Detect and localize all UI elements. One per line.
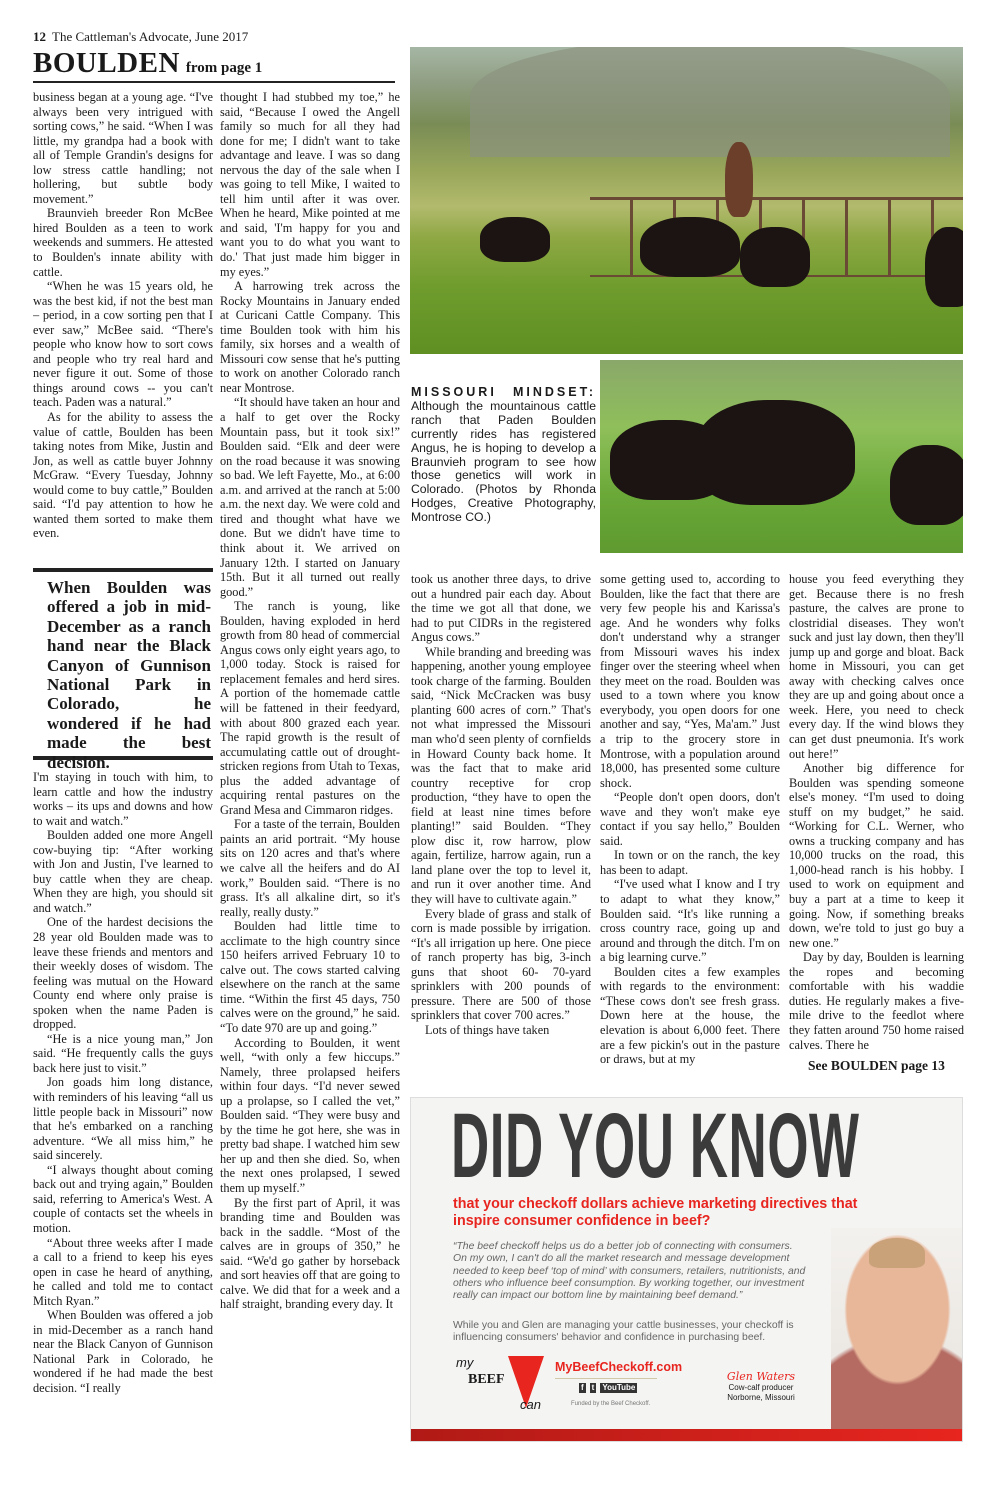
paragraph: “People don't open doors, don't wave and they won't make eye contact if you say hello,” Boulden said. [600,790,780,848]
paragraph: “I've used what I know and I try to adapt to what they know,” Boulden said. “It's like running a cross country race, going up and around and through the ditch. I'm on a big learning curve.” [600,877,780,965]
paragraph: A harrowing trek across the Rocky Mountains in January ended at Curicani Cattle Company. This time Boulden took with him his family, six horses and a wealth of Missouri cow sense that he's putting to work on another Colorado ranch near Montrose. [220,279,400,395]
paragraph: house you feed everything they get. Because there is no fresh pasture, the calves are prone to clostridial diseases. They won't suck and just lay down, then they'll jump up and gorge and bloat. Back home in Missouri, you can get away with checking calves once they are up and going about once a week. Here, you need to check every day. If the wind blows they can get dust pneumonia. It's work out here!” [789,572,964,761]
folio [33,29,248,45]
paragraph: One of the hardest decisions the 28 year old Boulden made was to leave these friends and mentors and their weekly doses of wisdom. The feeling was mutual on the Howard County end where only praise is spoken when the name Paden is dropped. [33,915,213,1032]
caption-kicker: MISSOURI MINDSET: [411,385,596,399]
paragraph: The ranch is young, like Boulden, having exploded in herd growth from 80 head of commercial Angus cows only eight years ago, to 1,000 today. Stock is raised for replacement females and herd sires. A portion of the homemade cattle will be fattened in their feedyard, with about 800 grazed each year. The rapid growth is the result of accumulating cattle out of drought-stricken regions from Utah to Texas, plus the added advantage of acquiring rental pastures on the Grand Mesa and Cimmaron ridges. [220,599,400,817]
column-2 [220,90,400,1445]
column-1-top [33,90,213,568]
ad-quote: “The beef checkoff helps us do a better job of connecting with consumers. On my own, I can't do all the market research and message development needed to keep beef ‘top of mind’ with consumers, retailers, nutritionists, and others who influence beef consumption. By working together, our investment really can impact our bottom line by maintaining beef demand.” [453,1241,806,1302]
paragraph: Jon goads him long distance, with reminders of his leaving “all us little people back in Missouri” now that he's embarked on a ranching adventure. “We all miss him,” he said sincerely. [33,1075,213,1163]
paragraph: “He is a nice young man,” Jon said. “He frequently calls the guys back here just to visit.” [33,1031,213,1075]
paragraph: Every blade of grass and stalk of corn is made possible by irrigation. “It's all irrigation up here. One piece of ranch property has big, 3-inch guns that shoot 60- 70-yard sprinklers with 200 pounds of pressure. There are 500 of those sprinklers that cover 700 acres.” [411,906,591,1023]
producer-location: Norborne, Missouri [727,1392,795,1402]
producer-name: Glen Waters [726,1370,796,1383]
paragraph: By the first part of April, it was branding time and Boulden was back in the saddle. “Most of the calves are in groups of 350,” he said. “We'd go gather by horseback and sort heavies off that are going to calve. We did that for a week and a half straight, branding every day. It [220,1195,400,1312]
column-4 [600,572,780,1082]
paragraph: Boulden added one more Angell cow-buying tip: “After working with Jon and Justin, I've learned to buy cattle when they are cheap. When they are high, you should sit and watch.” [33,828,213,915]
paragraph: thought I had stubbed my toe,” he said, “Because I owed the Angell family so much for all they had done for me; I didn't want to take advantage and leave. I was so dang nervous the day of the sale when I was going to tell Mike, I waited to tell him until after it was over. When he heard, Mike pointed at me and said, 'I'm happy for you and want you to do what you want to do.' That just made him bigger in my eyes.” [220,90,400,279]
paragraph: For a taste of the terrain, Boulden paints an arid portrait. “My house sits on 120 acres and that's where we calve all the heifers and do AI work,” Boulden said. “There is no grass. It's all alkaline dirt, so it's really, really dusty.” [220,817,400,919]
paragraph: Boulden cites a few examples with regards to the environment: “These cows don't see fresh grass. Down here at the house, the elevation is about 6,000 feet. There are a few pickin's out in the pasture or draws, but at my [600,964,780,1067]
paragraph: “About three weeks after I made a call to a friend to keep his eyes open in case he heard of anything, he called and told me to contact Mitch Ryan.” [33,1235,213,1308]
paragraph: According to Boulden, it went well, “with only a few hiccups.” Namely, three prolapsed heifers within four days. “I'd never sewed up a prolapse, so I called the vet,” Boulden said. “They were busy and by the time he got here, she was in pretty bad shape. I watched him sew her up and then she died. So, when the next ones prolapsed, I sewed them up myself.” [220,1035,400,1196]
pull-quote [33,568,213,772]
column-3 [411,572,591,1082]
social-icons [579,1383,637,1393]
facebook-icon[interactable]: f [581,1383,584,1392]
paragraph: Lots of things have taken [425,1022,550,1037]
my-beef-can-logo: my BEEF can [456,1356,551,1418]
paragraph: Another big difference for Boulden was spending someone else's money. “I'm used to doing stuff on my budget,” he said. “Working for C.L. Werner, who owns a trucking company and has 10,000 trucks on the road, this 1,000-head ranch is his hobby. I used to work on equipment and buy a part at a time to keep it going. Now, if something breaks down, we're told to just go buy a new one.” [789,761,964,950]
headline-rule [33,81,395,83]
page-number: 12 [33,29,46,44]
paragraph: As for the ability to assess the value of cattle, Boulden has been taking notes from Mike, Justin and Jon, as well as cattle buyer Johnny McGraw. “Every Tuesday, Johnny would come to buy cattle,” Boulden said. “I'd pay attention to how he wanted them sorted to make them even. [33,410,213,541]
paragraph: I'm staying in touch with him, to learn cattle and how the industry works – its ups and downs and how to wait and watch.” [33,770,213,828]
producer-title: Cow-calf producer [728,1383,794,1392]
paragraph: While branding and breeding was happening, another young employee took charge of the farming. Boulden said, “Nick McCracken was busy planting 600 acres of corn.” That's not what impressed the Missouri man who'd seen plenty of cornfields in Howard County back home. It was the fact that to make arid country receptive for crop production, “they have to open the field at least nine times before planting!” said Boulden. “They plow disc it, row harrow, plow again, fertilize, harrow again, run a land plane over the top to level it, and run it over another time. And they will have to cultivate again.” [411,644,591,907]
youtube-icon[interactable]: YouTube [602,1383,636,1392]
ad-red-bar [411,1429,962,1441]
paragraph: When Boulden was offered a job in mid-December as a ranch hand near the Black Canyon of Gunnison National Park in Colorado, he wondered if he had made the best decision. “I really [33,1308,213,1395]
paragraph: “It should have taken an hour and a half to get over the Rocky Mountain pass, but it took six!” Boulden said. “Elk and deer were on the road because it was snowing so bad. We left Fayette, Mo., at 6:00 a.m. and arrived at the ranch at 5:00 a.m. the next day. We were cold and tired and thought what have we done. But we didn't have time to think about it. We arrived on January 12th. I started on January 15th. But it all turned out really good.” [220,395,400,599]
paragraph: “When he was 15 years old, he was the best kid, if not the best man – period, in a cow sorting pen that I ever saw,” McBee said. “There's people who know how to sort cows and people who try real hard and never figure it out. Some of those things around cows -- you can't teach. Paden was a natural.” [33,279,213,410]
ad-website-link[interactable]: MyBeefCheckoff.com [555,1360,683,1374]
headline-continuation: from page 1 [185,60,263,76]
paragraph: Braunvieh breeder Ron McBee hired Boulden as a teen to work weekends and summers. He attested to Boulden's innate ability with cattle. [33,206,213,279]
headline-main: BOULDEN [33,47,180,79]
jump-line: See BOULDEN page 13 [808,1058,945,1073]
paragraph: some getting used to, according to Boulden, like the fact that there are very few people his and Karissa's age. And he wonders why folks don't understand why a stranger from Missouri waves his index finger over the steering wheel when they meet on the road. Boulden was used to a town where you know everybody, you open doors for one another and say, “Yes, Ma'am.” Just a trip to the grocery store in Montrose, with a population around 18,000, has presented some culture shock. [600,572,780,790]
producer-info [711,1370,811,1402]
photo-cowboy-herding-cattle [410,47,963,354]
paragraph: took us another three days, to drive out a hundred pair each day. About the time we got all that done, we had to put CIDRs in the registered Angus cows.” [411,572,591,645]
headline [33,47,262,80]
ad-headline: DID YOU KNOW [451,1097,860,1197]
beef-checkoff-advertisement [410,1097,963,1442]
paragraph: Boulden had little time to acclimate to the high country since 150 heifers arrived February 10 to calve out. The cows started calving elsewhere on the ranch at the same time. “Within the first 45 days, 750 calves were on the ground,” he said. “To date 970 are up and going.” [220,919,400,1035]
twitter-icon[interactable]: t [591,1383,595,1392]
column-1-bottom [33,770,213,1445]
photo-angus-cattle-in-pasture [600,360,963,553]
photo-caption [411,386,596,525]
ad-subhead: that your checkoff dollars achieve marketing directives that inspire consumer confidence in beef? [453,1196,858,1229]
divider [555,1378,657,1379]
producer-portrait [831,1228,963,1442]
publication-line: The Cattleman's Advocate, June 2017 [52,29,249,44]
ad-body: While you and Glen are managing your cattle businesses, your checkoff is influencing consumers' behavior and confidence in purchasing beef. [453,1320,794,1344]
paragraph: “I always thought about coming back out and trying again,” Boulden said, referring to America's West. A couple of contacts set the wheels in motion. [33,1162,213,1235]
pull-quote-text: When Boulden was offered a job in mid-December as a ranch hand near the Black Canyon of Gunnison National Park in Colorado, he wondered if he had made the best decision. [47,578,211,772]
paragraph: Day by day, Boulden is learning the ropes and becoming comfortable with his waddie duties. He regularly makes a five-mile drive to the feedlot where they fatten around 750 home raised calves. There he [789,950,964,1052]
caption-text: Although the mountainous cattle ranch that Paden Boulden currently rides has registered Angus, he is hoping to develop a Braunvieh program to see how those genetics will work in Colorado. (Photos by Rhonda Hodges, Creative Photography, Montrose CO.) [411,398,596,525]
column-5 [789,572,964,1052]
paragraph: business began at a young age. “I've always been very intrigued with sorting cows,” he said. “When I was little, my grandpa had a book with all of Temple Grandin's designs for low stress cattle handling; not hollering, but subtle body movement.” [33,90,213,206]
paragraph: In town or on the ranch, the key has been to adapt. [600,848,780,877]
funded-by-text: Funded by the Beef Checkoff. [571,1401,651,1407]
